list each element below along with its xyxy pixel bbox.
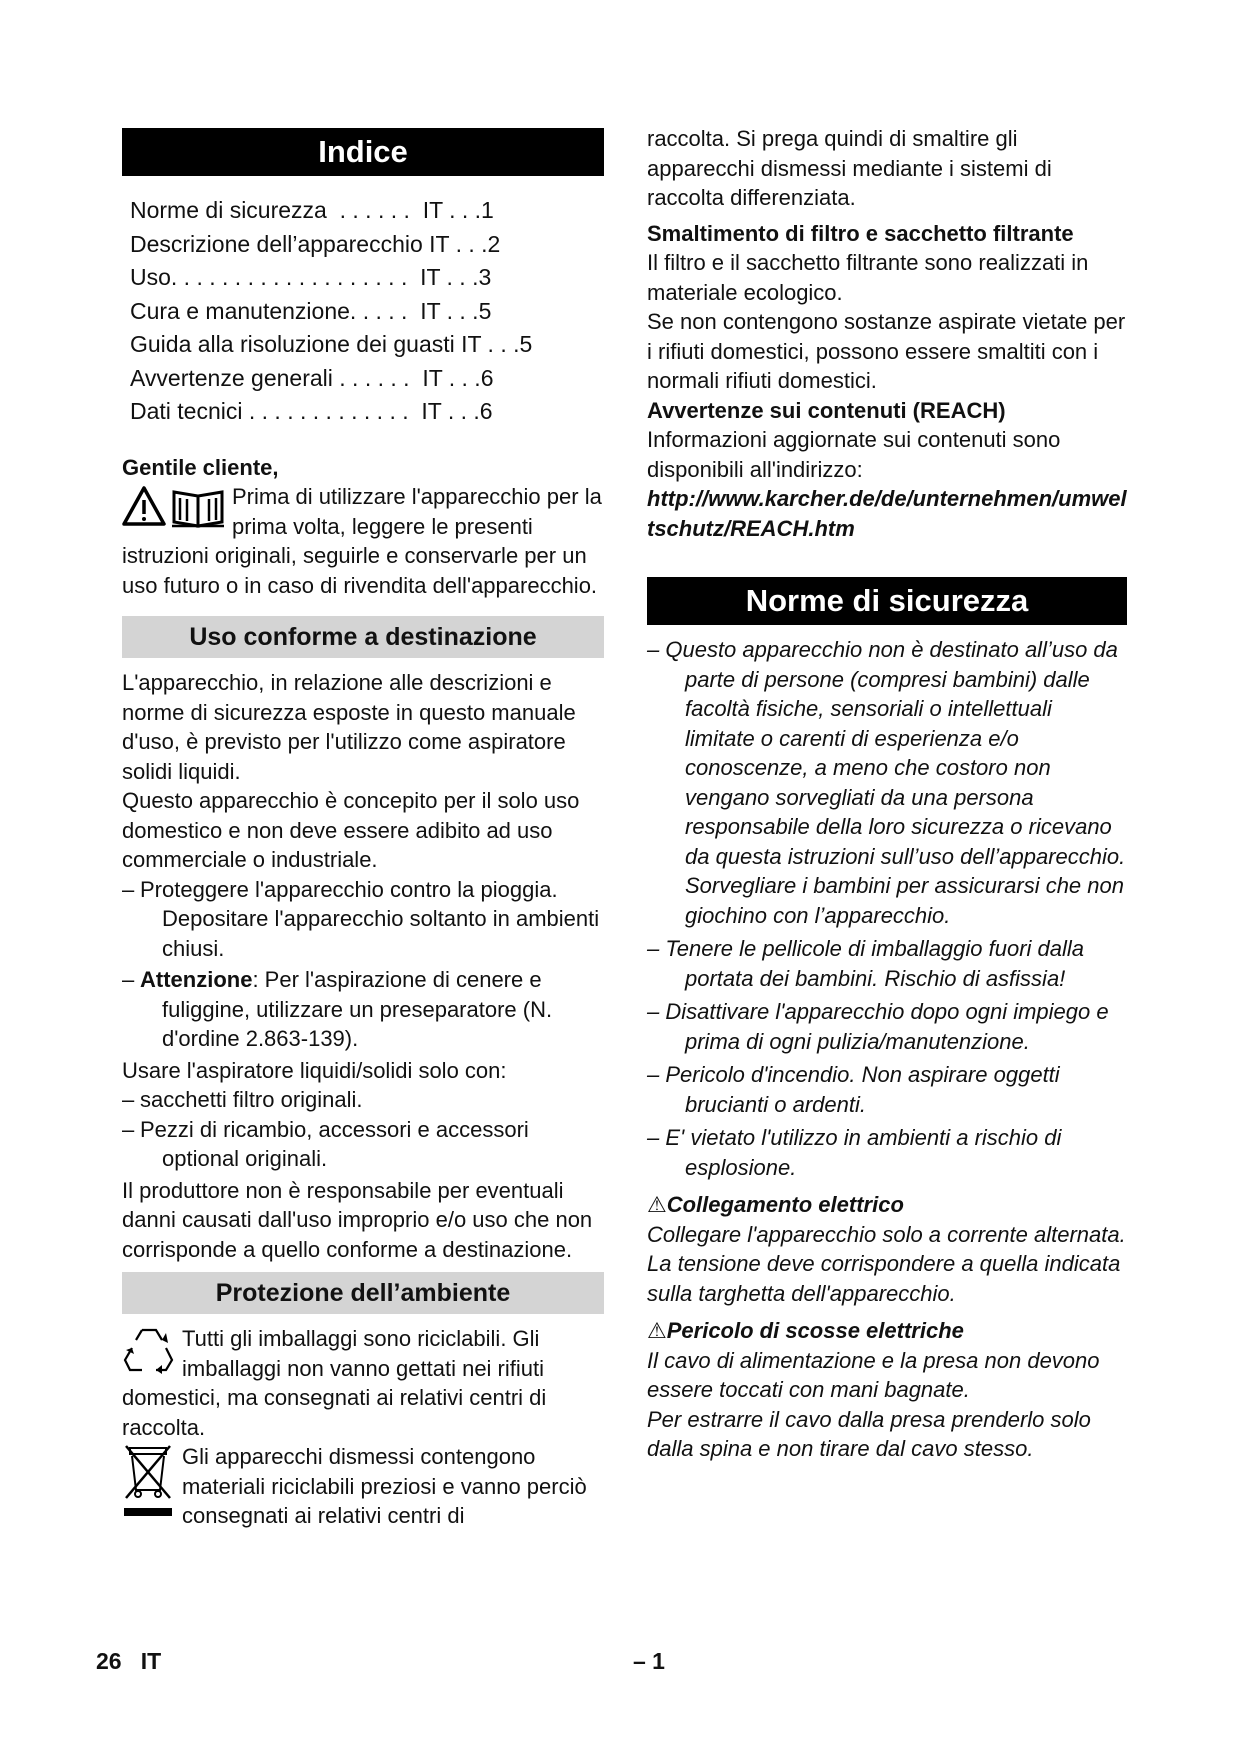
greeting-text: Prima di utilizzare l'apparecchio per la prima volta, leggere le presenti istruzioni originali, seguirle e conservarle per un uso futuro o in caso di rivendita dell'apparecchio. [122, 484, 602, 598]
list-item: – Questo apparecchio non è destinato all’uso da parte di persone (compresi bambini) dalle facoltà fisiche, sensoriali o intellettuali limitate o carenti di esperienza e/o conoscenze, a meno che costoro non vengano sorvegliati da una persona responsabile della loro sicurezza o ricevano da questa istruzioni sull’uso dell’apparecchio. Sorvegliare i bambini per assicurarsi che non giochino con l’apparecchio. [647, 637, 1126, 928]
environment-p1: Tutti gli imballaggi sono riciclabili. Gli imballaggi non vanno gettati nei rifiuti domestici, ma consegnati ai relativi centri di raccolta. [122, 1326, 547, 1440]
crossed-bin-icon [122, 1442, 176, 1520]
index-title: Indice [122, 128, 604, 176]
language-code: IT [140, 1648, 162, 1674]
shock-p2: Per estrarre il cavo dalla presa prenderlo solo dalla spina e non tirare dal cavo stesso. [647, 1406, 1091, 1461]
filter-disposal-title: Smaltimento di filtro e sacchetto filtrante [647, 220, 1074, 246]
left-column [122, 128, 604, 1531]
list-item: – sacchetti filtro originali. [122, 1087, 363, 1112]
toc-entry[interactable]: Uso. . . . . . . . . . . . . . . . . . . IT . . .3 [130, 264, 492, 290]
toc-entry[interactable]: Descrizione dell’apparecchio IT . . .2 [130, 230, 501, 257]
environment-p2-continued: raccolta. Si prega quindi di smaltire gli apparecchi dismessi mediante i sistemi di raccolta differenziata. [647, 126, 1052, 210]
intended-use-p2: Questo apparecchio è concepito per il solo uso domestico e non deve essere adibito ad uso commerciale o industriale. [122, 788, 580, 872]
greeting-title: Gentile cliente, [122, 454, 279, 480]
toc-entry[interactable]: Dati tecnici . . . . . . . . . . . . . IT . . .6 [130, 398, 493, 424]
recycle-icon [122, 1324, 176, 1374]
warning-read-manual-icon [122, 482, 226, 530]
list-item: – Proteggere l'apparecchio contro la pioggia. Depositare l'apparecchio soltanto in ambienti chiusi. [122, 876, 600, 961]
right-column [647, 124, 1127, 1464]
toc-entry[interactable]: Norme di sicurezza . . . . . . IT . . .1 [130, 197, 494, 223]
toc-entry[interactable]: Avvertenze generali . . . . . . IT . . .6 [130, 364, 494, 391]
electrical-text: Collegare l'apparecchio solo a corrente alternata. La tensione deve corrispondere a quella indicata sulla targhetta dell'apparecchio. [647, 1221, 1126, 1306]
shock-p1: Il cavo di alimentazione e la presa non devono essere toccati con mani bagnate. [647, 1347, 1100, 1402]
section-page-number: – 1 [633, 1648, 665, 1674]
page-number: 26 IT [96, 1648, 162, 1674]
greeting-block [122, 482, 604, 600]
reach-text: Informazioni aggiornate sui contenuti sono disponibili all'indirizzo: [647, 427, 1061, 482]
toc-entry[interactable]: Guida alla risoluzione dei guasti IT . . .5 [130, 331, 533, 357]
filter-disposal-p1: Il filtro e il sacchetto filtrante sono realizzati in materiale ecologico. [647, 250, 1089, 305]
environment-heading: Protezione dell’ambiente [122, 1272, 604, 1314]
electrical-title: ⚠Collegamento elettrico [647, 1192, 904, 1217]
warning-icon: ⚠ [647, 1192, 667, 1217]
weee-block [122, 1442, 604, 1531]
recycling-block [122, 1324, 604, 1442]
warning-icon: ⚠ [647, 1318, 667, 1343]
intended-use-p4: Il produttore non è responsabile per eventuali danni causati dall'uso improprio e/o uso che non corrisponde a quello conforme a destinazione. [122, 1177, 593, 1262]
reach-link[interactable]: http://www.karcher.de/de/unternehmen/umweltschutz/REACH.htm [647, 486, 1127, 541]
table-of-contents [130, 194, 604, 429]
list-item: – Attenzione: Per l'aspirazione di cenere e fuliggine, utilizzare un preseparatore (N. d'ordine 2.863-139). [122, 967, 553, 1051]
intended-use-heading: Uso conforme a destinazione [122, 616, 604, 658]
list-item: – Pericolo d'incendio. Non aspirare oggetti brucianti o ardenti. [647, 1062, 1060, 1117]
intended-use-p1: L'apparecchio, in relazione alle descrizioni e norme di sicurezza esposte in questo manuale d'uso, è previsto per l'utilizzo come aspiratore solidi liquidi. [122, 670, 576, 784]
list-item: – Pezzi di ricambio, accessori e accessori optional originali. [122, 1116, 529, 1171]
filter-disposal-p2: Se non contengono sostanze aspirate vietate per i rifiuti domestici, possono essere smaltiti con i normali rifiuti domestici. [647, 309, 1126, 393]
list-item: – E' vietato l'utilizzo in ambienti a rischio di esplosione. [647, 1125, 1062, 1180]
toc-entry[interactable]: Cura e manutenzione. . . . . IT . . .5 [130, 297, 492, 324]
list-item: – Disattivare l'apparecchio dopo ogni impiego e prima di ogni pulizia/manutenzione. [647, 999, 1109, 1054]
safety-heading: Norme di sicurezza [647, 577, 1127, 625]
environment-p2: Gli apparecchi dismessi contengono materiali riciclabili preziosi e vanno perciò consegnati ai relativi centri di [182, 1444, 587, 1528]
reach-title: Avvertenze sui contenuti (REACH) [647, 397, 1006, 423]
shock-title: ⚠Pericolo di scosse elettriche [647, 1318, 964, 1343]
intended-use-p3: Usare l'aspiratore liquidi/solidi solo con: [122, 1057, 507, 1083]
list-item: – Tenere le pellicole di imballaggio fuori dalla portata dei bambini. Rischio di asfissia! [647, 936, 1085, 991]
